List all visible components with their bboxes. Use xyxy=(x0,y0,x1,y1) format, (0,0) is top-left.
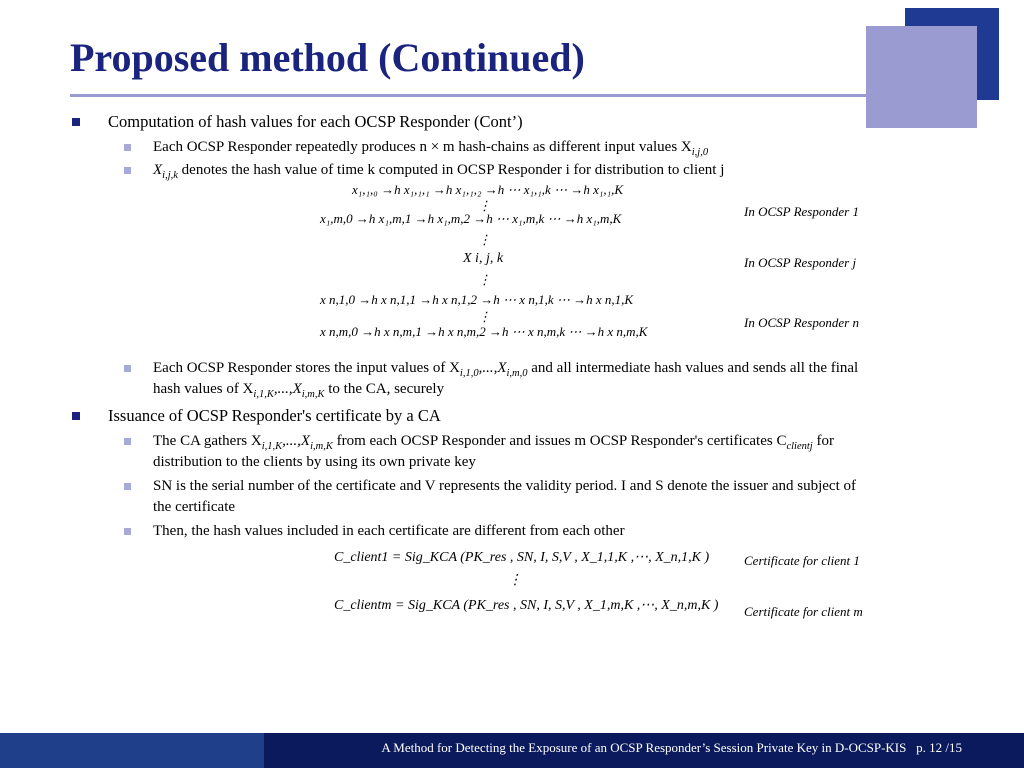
title-underline xyxy=(70,94,866,97)
vdots: ⋮ xyxy=(478,198,491,213)
text: denotes the hash value of time k computed in OCSP Responder i for distribution to client j xyxy=(177,162,725,178)
bullet-computation: Computation of hash values for each OCSP Responder (Cont’) xyxy=(108,112,523,131)
text: ,...,X xyxy=(282,433,311,449)
footer-title: A Method for Detecting the Exposure of an OCSP Responder’s Session Private Key in D-OCSP-KIS xyxy=(381,740,907,755)
subscript: i,1,K xyxy=(253,389,274,400)
subscript: i,1,0 xyxy=(459,368,479,379)
subbullet-ca-gathers xyxy=(153,431,973,473)
subscript: i,m,K xyxy=(301,389,325,400)
bullet-marker xyxy=(72,412,80,420)
footer xyxy=(381,740,962,756)
formula-client-m: C_clientm = Sig_KCA (PK_res , SN, I, S,V , X_1,m,K ,⋯, X_n,m,K ) xyxy=(334,598,719,613)
vdots: ⋮ xyxy=(478,232,491,247)
subscript: i,j,0 xyxy=(691,147,709,158)
chain-row-1-1: x₁,₁,₀ →h x₁,₁,₁ →h x₁,₁,₂ →h ⋯ x₁,₁,k ⋯ →h x₁,₁,K xyxy=(352,182,624,197)
text: and all intermediate hash values and sends all the final xyxy=(527,360,859,376)
text: Each OCSP Responder stores the input values of X xyxy=(153,360,460,376)
note-responder-n: In OCSP Responder n xyxy=(744,315,859,330)
slide-title: Proposed method (Continued) xyxy=(70,35,585,80)
subbullet-sn-definition xyxy=(153,476,973,518)
text: ,...,X xyxy=(273,381,302,397)
note-responder-1: In OCSP Responder 1 xyxy=(744,204,859,219)
text: Each OCSP Responder repeatedly produces n × m hash-chains as different input values X xyxy=(153,139,692,155)
text: distribution to the clients by using its own private key xyxy=(153,454,476,470)
text: hash values of X xyxy=(153,381,254,397)
subscript: i,j,k xyxy=(162,170,178,181)
text: The CA gathers X xyxy=(153,433,262,449)
subbullet-different-hashes: Then, the hash values included in each certificate are different from each other xyxy=(153,523,625,539)
vdots: ⋮ xyxy=(478,272,491,287)
text: to the CA, securely xyxy=(324,381,445,397)
subbullet-marker xyxy=(124,528,131,535)
chain-row-n-1: x n,1,0 →h x n,1,1 →h x n,1,2 →h ⋯ x n,1,k ⋯ →h x n,1,K xyxy=(320,292,634,307)
vdots: ⋮ xyxy=(478,309,491,324)
chain-row-n-m: x n,m,0 →h x n,m,1 →h x n,m,2 →h ⋯ x n,m,k ⋯ →h x n,m,K xyxy=(320,324,648,339)
note-certificate-client-m: Certificate for client m xyxy=(744,604,863,619)
note-certificate-client-1: Certificate for client 1 xyxy=(744,553,860,568)
footer-bar-left xyxy=(0,733,264,768)
subbullet-marker xyxy=(124,144,131,151)
subbullet-marker xyxy=(124,167,131,174)
subscript: i,m,0 xyxy=(506,368,528,379)
subbullet-xijk xyxy=(153,160,724,181)
subbullet-hash-chains xyxy=(153,137,708,158)
text: for xyxy=(812,433,834,449)
text: ,...,X xyxy=(478,360,507,376)
subbullet-stores-values xyxy=(153,358,973,400)
subbullet-marker xyxy=(124,438,131,445)
text: X xyxy=(153,162,163,178)
subscript: i,m,K xyxy=(310,441,333,452)
decor-square-light xyxy=(866,26,977,128)
bullet-marker xyxy=(72,118,80,126)
formula-client-1: C_client1 = Sig_KCA (PK_res , SN, I, S,V , X_1,1,K ,⋯, X_n,1,K ) xyxy=(334,550,710,565)
text: the certificate xyxy=(153,499,236,515)
subbullet-marker xyxy=(124,483,131,490)
text: from each OCSP Responder and issues m OCSP Responder's certificates C xyxy=(332,433,787,449)
page-number: p. 12 /15 xyxy=(916,740,962,755)
note-responder-j: In OCSP Responder j xyxy=(744,255,857,270)
chain-row-1-m: x₁,m,0 →h x₁,m,1 →h x₁,m,2 →h ⋯ x₁,m,k ⋯ →h x₁,m,K xyxy=(320,211,622,226)
subscript: i,1,K xyxy=(261,441,283,452)
vdots: ⋮ xyxy=(508,573,522,588)
bullet-issuance: Issuance of OCSP Responder's certificate by a CA xyxy=(108,406,441,425)
text: SN is the serial number of the certificate and V represents the validity period. I and S denote the issuer and subject of xyxy=(153,478,856,494)
subbullet-marker xyxy=(124,365,131,372)
subscript: clientj xyxy=(786,441,813,452)
chain-xijk: X i, j, k xyxy=(463,251,504,266)
